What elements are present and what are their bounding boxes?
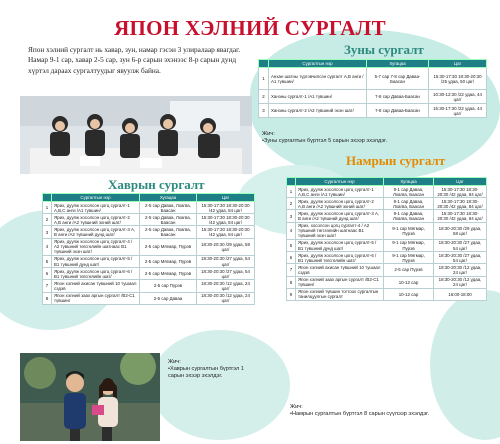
students-illustration <box>20 96 252 174</box>
table-row: 4 Ярих, дуулж хосолсон цогц сургалт-4 /А2 түвшний төгсгөлийн шатнаас В1 түвшний эхэн шат/ 2-5 сар Мягмар, Пүрэв 18:30-20:30 /29 удаа, 58 цаг/ <box>43 238 255 255</box>
summer-table <box>258 59 487 118</box>
spring-header-name: Сургалтын нэр <box>52 194 140 202</box>
table-row: 3 Ярих, дуулж хосолсон цогц сургалт-3 А, В анги /А2 түвшний дунд шат/ 2-5 сар Даваа, Лхагва, Баасан 15:30-17:30 18:30-20:30 /42 удаа, 84 цаг/ <box>43 226 255 238</box>
teal-blob-bottom <box>150 330 290 440</box>
autumn-note-text: •Намрын сургалтын бүртгэл 8 сарын сүүлээр эхэлдэг. <box>290 411 430 417</box>
table-row: 5 Ярих, дуулж хосолсон цогц сургалт-5 /В1 түвшний дунд шат/ 9-1 сар Мягмар, Пүрэв 18:30-20:30 /27 удаа, 54 цаг/ <box>287 239 487 251</box>
summer-header-duration: Хугацаа <box>367 60 429 68</box>
summer-header-time: Цаг <box>429 60 487 68</box>
table-row: 2 Ханзны сургалт-1 /А1 түвшин/ 7-8 сар Даваа-Баасан 10:30-12:30 /22 удаа, 44 цаг/ <box>259 90 487 104</box>
spring-title: Хаврын сургалт <box>108 177 205 192</box>
summer-note-text: •Зуны сургалтын бүртгэл 5 сарын эхээр эхэлдэг. <box>262 138 388 144</box>
autumn-header-duration: Хугацаа <box>384 178 434 186</box>
table-row: 9 Япон хэлний түвшин тогтоох сургалтын танилцуулгын сургалт 10-12 сар 16:00-18:00 <box>287 288 487 300</box>
table-row: 1 Ярих, дуулж хосолсон цогц сургалт-1 А,В,С анги /А1 түвшин/ 9-1 сар Даваа, Лхагва, Баасан 15:30-17:30 18:30-20:30 /42 удаа, 84 цаг/ <box>287 186 487 198</box>
spring-note-text: •Хаврын сургалтын бүртгэл 1 сарын эхээр эхэлдэг. <box>168 366 244 379</box>
autumn-table <box>286 177 487 301</box>
spring-header-duration: Хугацаа <box>140 194 197 202</box>
summer-title: Зуны сургалт <box>344 42 424 57</box>
table-row: 7 Япон хэлний ахисан түвшний 10 тушаал сэдэв 2-5 сар Пүрэв 18:30-20:30 /12 удаа, 24 цаг/ <box>43 280 255 292</box>
table-row: 5 Ярих, дуулж хосолсон цогц сургалт-5 /В1 түвшний дунд шат/ 2-5 сар Мягмар, Пүрэв 18:30-20:30 /27 удаа, 54 цаг/ <box>43 255 255 267</box>
summer-header-no <box>259 60 269 68</box>
table-row: 3 Ханзны сургалт-2 /А2 түвшний эхэн шат/ 7-8 сар Даваа-Баасан 15:30-17:30 /22 удаа, 44 цаг/ <box>259 104 487 118</box>
table-row: 8 Япон хэлний зааx аргын сургалт /В2-С1 түвшин/ 10-12 сар 18:30-20:30 /12 удаа, 24 цаг/ <box>287 276 487 288</box>
table-row: 6 Ярих, дуулж хосолсон цогц сургалт-6 /В1 түвшний төгсгөлийн шат/ 9-1 сар Мягмар, Пүрэв 18:30-20:30 /27 удаа, 54 цаг/ <box>287 252 487 264</box>
two-people-illustration <box>20 353 160 441</box>
spring-note-label: Жич: <box>168 359 181 365</box>
autumn-title: Намрын сургалт <box>346 153 446 168</box>
summer-note <box>262 131 482 145</box>
table-row: 2 Ярих, дуулж хосолсон цогц сургалт-2 А,В анги /А2 түвшний эхний шат/ 2-5 сар Даваа, Лхагва, Баасан 15:30-17:30 18:30-20:30 /42 удаа, 84 цаг/ <box>43 214 255 226</box>
spring-note <box>168 359 248 380</box>
table-row: 7 Япон хэлний ахисан түвшний 10 тушаал сэдэв 2-5 сар Пүрэв 18:30-20:30 /12 удаа, 24 цаг/ <box>287 264 487 276</box>
table-row: 3 Ярих, дуулж хосолсон цогц сургалт-3 А, В анги /А2 түвшний дунд шат/ 9-1 сар Даваа, Лхагва, Баасан 15:30-17:30 18:30-20:30 /42 удаа, 84 цаг/ <box>287 210 487 222</box>
summer-header-name: Сургалтын нэр <box>269 60 367 68</box>
classroom-photo <box>20 96 252 174</box>
spring-header-time: Цаг <box>197 194 255 202</box>
page-title: ЯПОН ХЭЛНИЙ СУРГАЛТ <box>114 16 386 40</box>
intro-paragraph: Япон хэлний сургалт нь хавар, зун, намар гэсэн 3 улиралаар явагдаг. Намар 9-1 сар, хавар 2-5 сар, зун 6-р сарын эхэнээс 8-р сарын дунд хүртэл дараах сургалтуудыг явуулж байна. <box>28 45 241 75</box>
summer-note-label: Жич: <box>262 131 275 137</box>
autumn-header-name: Сургалтын нэр <box>296 178 384 186</box>
table-row: 8 Япон хэлний зааx аргын сургалт /В2-С1 түвшин/ 2-5 сар Даваа 18:30-20:30 /12 удаа, 24 цаг/ <box>43 292 255 304</box>
autumn-header-no <box>287 178 296 186</box>
spring-header-no <box>43 194 52 202</box>
table-row: 1 Анхан шатны түргэвчилсэн сургалт А,В анги /А1 түвшин/ 5-7 сар 7-8 сар Даваа-Баасан 15:30-17:30 18:30-20:30 /25 удаа, 50 цаг/ <box>259 68 487 90</box>
autumn-header-row <box>287 178 487 186</box>
autumn-note <box>290 404 490 418</box>
summer-header-row <box>259 60 487 68</box>
table-row: 1 Ярих, дуулж хосолсон цогц сургалт-1 А,В,С анги /А1 түвшин/ 2-5 сар Даваа, Лхагва, Баасан 15:30-17:30 18:30-20:30 /42 удаа, 84 цаг/ <box>43 202 255 214</box>
autumn-note-label: Жич: <box>290 404 303 410</box>
spring-table <box>42 193 255 305</box>
autumn-header-time: Цаг <box>434 178 487 186</box>
table-row: 4 Ярих, хосолсон цогц сургалт-4 / А2 түвшний төгсгөлийн шатнаас В1 түвшний эхэн шат/ 9-1 сар Мягмар, Пүрэв 18:30-20:30 /29 удаа, 58 цаг/ <box>287 222 487 239</box>
table-row: 6 Ярих, дуулж хосолсон цогц сургалт-6 /В1 түвшний төгсгөлийн шат/ 2-5 сар Мягмар, Пүрэв 18:30-20:30 /27 удаа, 54 цаг/ <box>43 268 255 280</box>
people-photo <box>20 353 160 441</box>
spring-header-row <box>43 194 255 202</box>
table-row: 2 Ярих, дуулж хосолсон цогц сургалт-2 А,В анги /А2 түвшний эхний шат/ 9-1 сар Даваа, Лхагва, Баасан 15:30-17:30 18:30-20:30 /42 удаа, 84 цаг/ <box>287 198 487 210</box>
